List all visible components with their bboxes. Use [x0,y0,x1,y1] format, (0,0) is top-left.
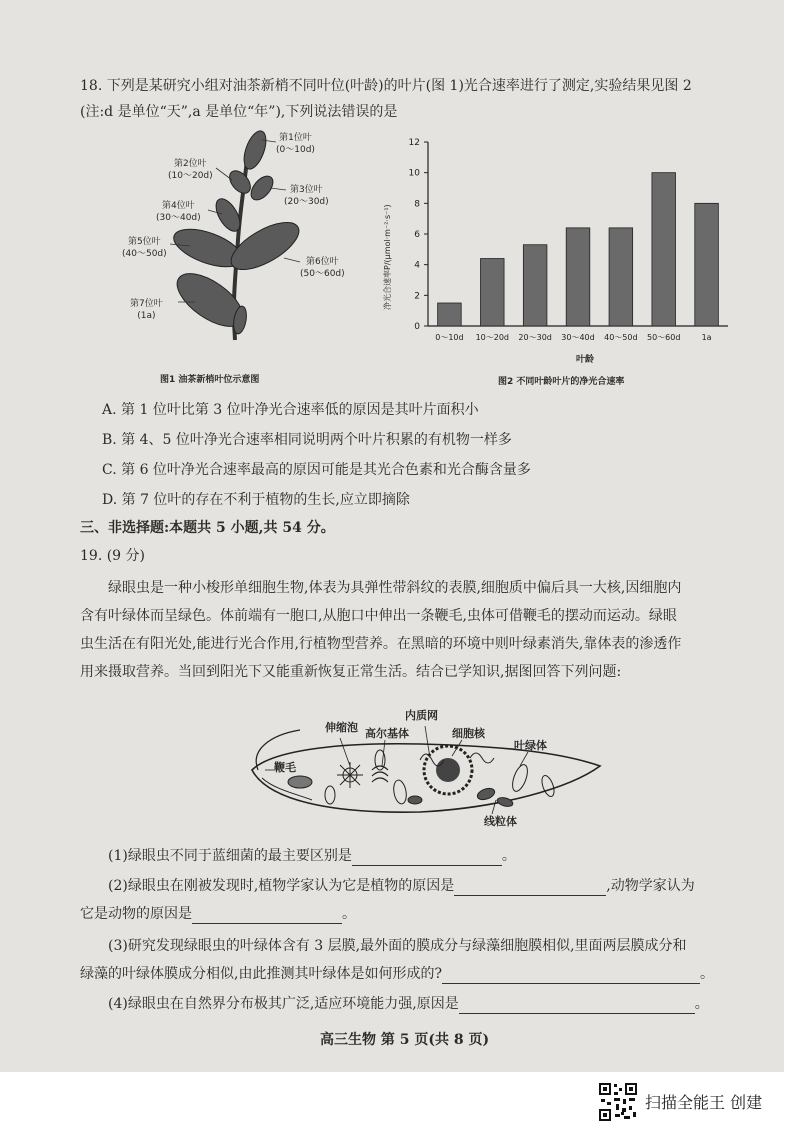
q18-option-b: B. 第 4、5 位叶净光合速率相同说明两个叶片积累的有机物一样多 [102,432,512,448]
end-mark: 。 [694,996,709,1012]
q19-para-line1: 绿眼虫是一种小梭形单细胞生物,体表为具弹性带斜纹的表膜,细胞质中偏后具一大核,因细胞内 [108,580,682,596]
q19-sub3-text: 绿藻的叶绿体膜成分相似,由此推测其叶绿体是如何形成的? [80,966,442,982]
q19-sub2-text-c: 它是动物的原因是 [80,906,192,922]
chart-x-tick-label: 50～60d [646,333,681,342]
end-mark: 。 [699,966,714,982]
q19-sub2-blank-b[interactable] [192,909,342,924]
q18-option-c: C. 第 6 位叶净光合速率最高的原因可能是其光合色素和光合酶含量多 [102,462,531,478]
leaf5-label: 第5位叶 (40～50d) [122,237,167,259]
chart-x-tick-label: 10～20d [475,333,510,342]
q19-para-line4: 用来摄取营养。当回到阳光下又能重新恢复正常生活。结合已学知识,据图回答下列问题: [80,664,622,680]
chart-title: 图2 不同叶龄叶片的净光合速率 [498,377,625,387]
leaf3-label: 第3位叶 (20～30d) [284,185,329,207]
q18-stem-line2: (注:d 是单位“天”,a 是单位“年”),下列说法错误的是 [80,104,398,120]
q19-sub2-line2 [80,904,356,924]
leaf2-label: 第2位叶 (10～20d) [168,159,213,181]
q19-sub4 [108,994,709,1014]
chart-y-tick-label: 0 [414,322,420,332]
q19-sub1 [108,846,516,866]
q19-para-line3: 虫生活在有阳光处,能进行光合作用,行植物型营养。在黑暗的环境中则叶绿素消失,靠体表的渗透作 [80,636,682,652]
q19-sub2-text-a: (2)绿眼虫在刚被发现时,植物学家认为它是植物的原因是 [108,878,455,894]
chart-xlabel: 叶龄 [576,355,595,365]
q19-sub3-line1: (3)研究发现绿眼虫的叶绿体含有 3 层膜,最外面的膜成分与绿藻细胞膜相似,里面两层膜成分和 [108,938,687,954]
label-golgi: 高尔基体 [365,727,409,740]
leaf7-label: 第7位叶 (1a) [130,299,163,321]
chart-y-tick-label: 2 [414,291,420,302]
q18-stem-line1: 18. 下列是某研究小组对油茶新梢不同叶位(叶龄)的叶片(图 1)光合速率进行了测定,实验结果见图 2 [80,78,692,94]
page-footer: 高三生物 第 5 页(共 8 页) [320,1032,490,1048]
chart-x-tick-label: 0～10d [435,333,464,342]
chart-x-tick-label: 30～40d [561,333,595,342]
leaf1-label: 第1位叶 (0～10d) [276,133,315,155]
q18-option-d: D. 第 7 位叶的存在不利于植物的生长,应立即摘除 [102,492,410,508]
q19-para-line2: 含有叶绿体而呈绿色。体前端有一胞口,从胞口中伸出一条鞭毛,虫体可借鞭毛的摆动而运动。绿眼 [80,608,677,624]
chart-x-tick-label: 20～30d [518,333,552,342]
chart-y-tick-label: 8 [414,199,420,210]
q19-sub4-text: (4)绿眼虫在自然界分布极其广泛,适应环境能力强,原因是 [108,996,459,1012]
q19-sub2-text-b: ,动物学家认为 [606,878,695,894]
chart-x-tick-label: 1a [701,333,712,342]
chart-y-tick-label: 12 [408,138,420,148]
end-mark: 。 [342,906,356,922]
label-contractile-vacuole: 伸缩泡 [325,721,358,734]
label-er: 内质网 [405,709,438,722]
q19-sub2 [108,876,695,896]
label-nucleus: 细胞核 [452,727,485,740]
label-mitochondria: 线粒体 [484,815,517,828]
leaf6-label: 第6位叶 (50～60d) [300,257,345,279]
chart-x-tick-label: 40～50d [604,333,638,342]
q19-header: 19. (9 分) [80,548,145,564]
q19-sub1-text: (1)绿眼虫不同于蓝细菌的最主要区别是 [108,848,352,864]
scanner-brand: 扫描全能王 创建 [645,1093,763,1112]
chart-y-tick-label: 10 [408,168,420,179]
chart-y-tick-label: 4 [414,260,420,271]
q19-sub2-blank-a[interactable] [454,881,606,896]
q19-sub4-blank[interactable] [459,999,695,1014]
label-flagellum: 鞭毛 [274,761,296,774]
chart-y-tick-label: 6 [414,230,420,240]
label-chloroplast: 叶绿体 [514,739,547,752]
qr-code-icon [598,1082,638,1122]
q19-sub3-blank[interactable] [442,969,700,984]
q19-sub1-blank[interactable] [352,851,502,866]
end-mark: 。 [501,848,516,864]
q19-sub3-line2 [80,964,714,984]
section3-heading: 三、非选择题:本题共 5 小题,共 54 分。 [80,520,335,536]
chart-ylabel: 净光合速率P/(μmol·m⁻²·s⁻¹) [383,204,392,310]
q18-option-a: A. 第 1 位叶比第 3 位叶净光合速率低的原因是其叶片面积小 [102,402,479,418]
fig1-caption: 图1 油茶新梢叶位示意图 [160,375,260,385]
leaf4-label: 第4位叶 (30～40d) [156,201,201,223]
